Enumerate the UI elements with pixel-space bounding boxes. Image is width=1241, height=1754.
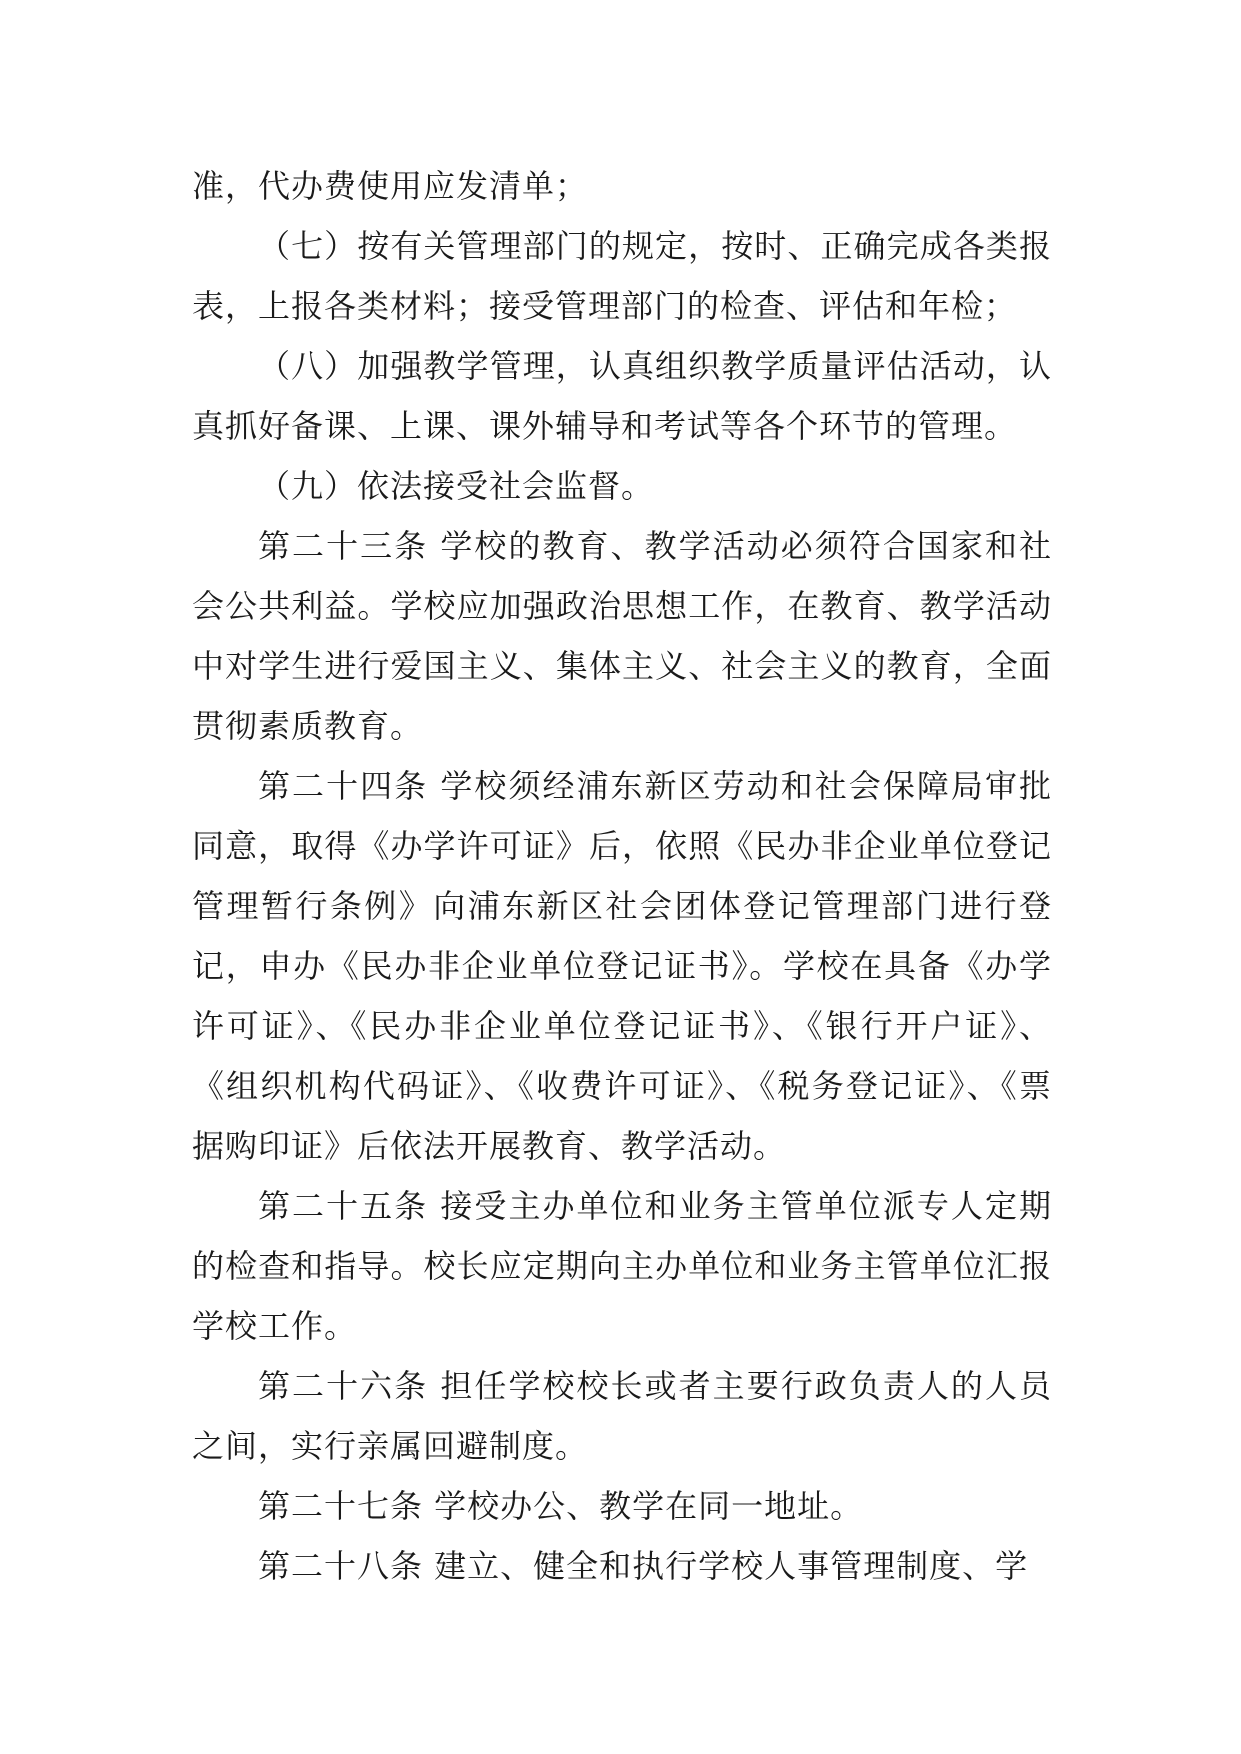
paragraph-item-9: （九）依法接受社会监督。	[258, 467, 655, 505]
paragraph-item-8: （八）加强教学管理，认真组织教学质量评估活动，认真抓好备课、上课、课外辅导和考试等各个环节的管理。	[192, 347, 1052, 445]
paragraph-item-7: （七）按有关管理部门的规定，按时、正确完成各类报表，上报各类材料；接受管理部门的检查、评估和年检；	[192, 227, 1052, 325]
paragraph-article-28: 第二十八条 建立、健全和执行学校人事管理制度、学	[258, 1547, 1029, 1585]
paragraph-article-26: 第二十六条 担任学校校长或者主要行政负责人的人员之间，实行亲属回避制度。	[192, 1367, 1052, 1465]
paragraph-article-25: 第二十五条 接受主办单位和业务主管单位派专人定期的检查和指导。校长应定期向主办单位和业务主管单位汇报学校工作。	[192, 1187, 1052, 1345]
paragraph-article-27: 第二十七条 学校办公、教学在同一地址。	[258, 1487, 864, 1525]
paragraph-continuation: 准，代办费使用应发清单；	[192, 167, 589, 205]
paragraph-article-24: 第二十四条 学校须经浦东新区劳动和社会保障局审批同意，取得《办学许可证》后，依照《民办非企业单位登记管理暂行条例》向浦东新区社会团体登记管理部门进行登记，申办《民办非企业单位登记证书》。学校在具备《办学许可证》、《民办非企业单位登记证书》、《银行开户证》、《组织机构代码证》、《收费许可证》、《税务登记证》、《票据购印证》后依法开展教育、教学活动。	[192, 767, 1052, 1165]
paragraph-article-23: 第二十三条 学校的教育、教学活动必须符合国家和社会公共利益。学校应加强政治思想工作，在教育、教学活动中对学生进行爱国主义、集体主义、社会主义的教育，全面贯彻素质教育。	[192, 527, 1052, 745]
document-body	[192, 156, 1052, 1596]
